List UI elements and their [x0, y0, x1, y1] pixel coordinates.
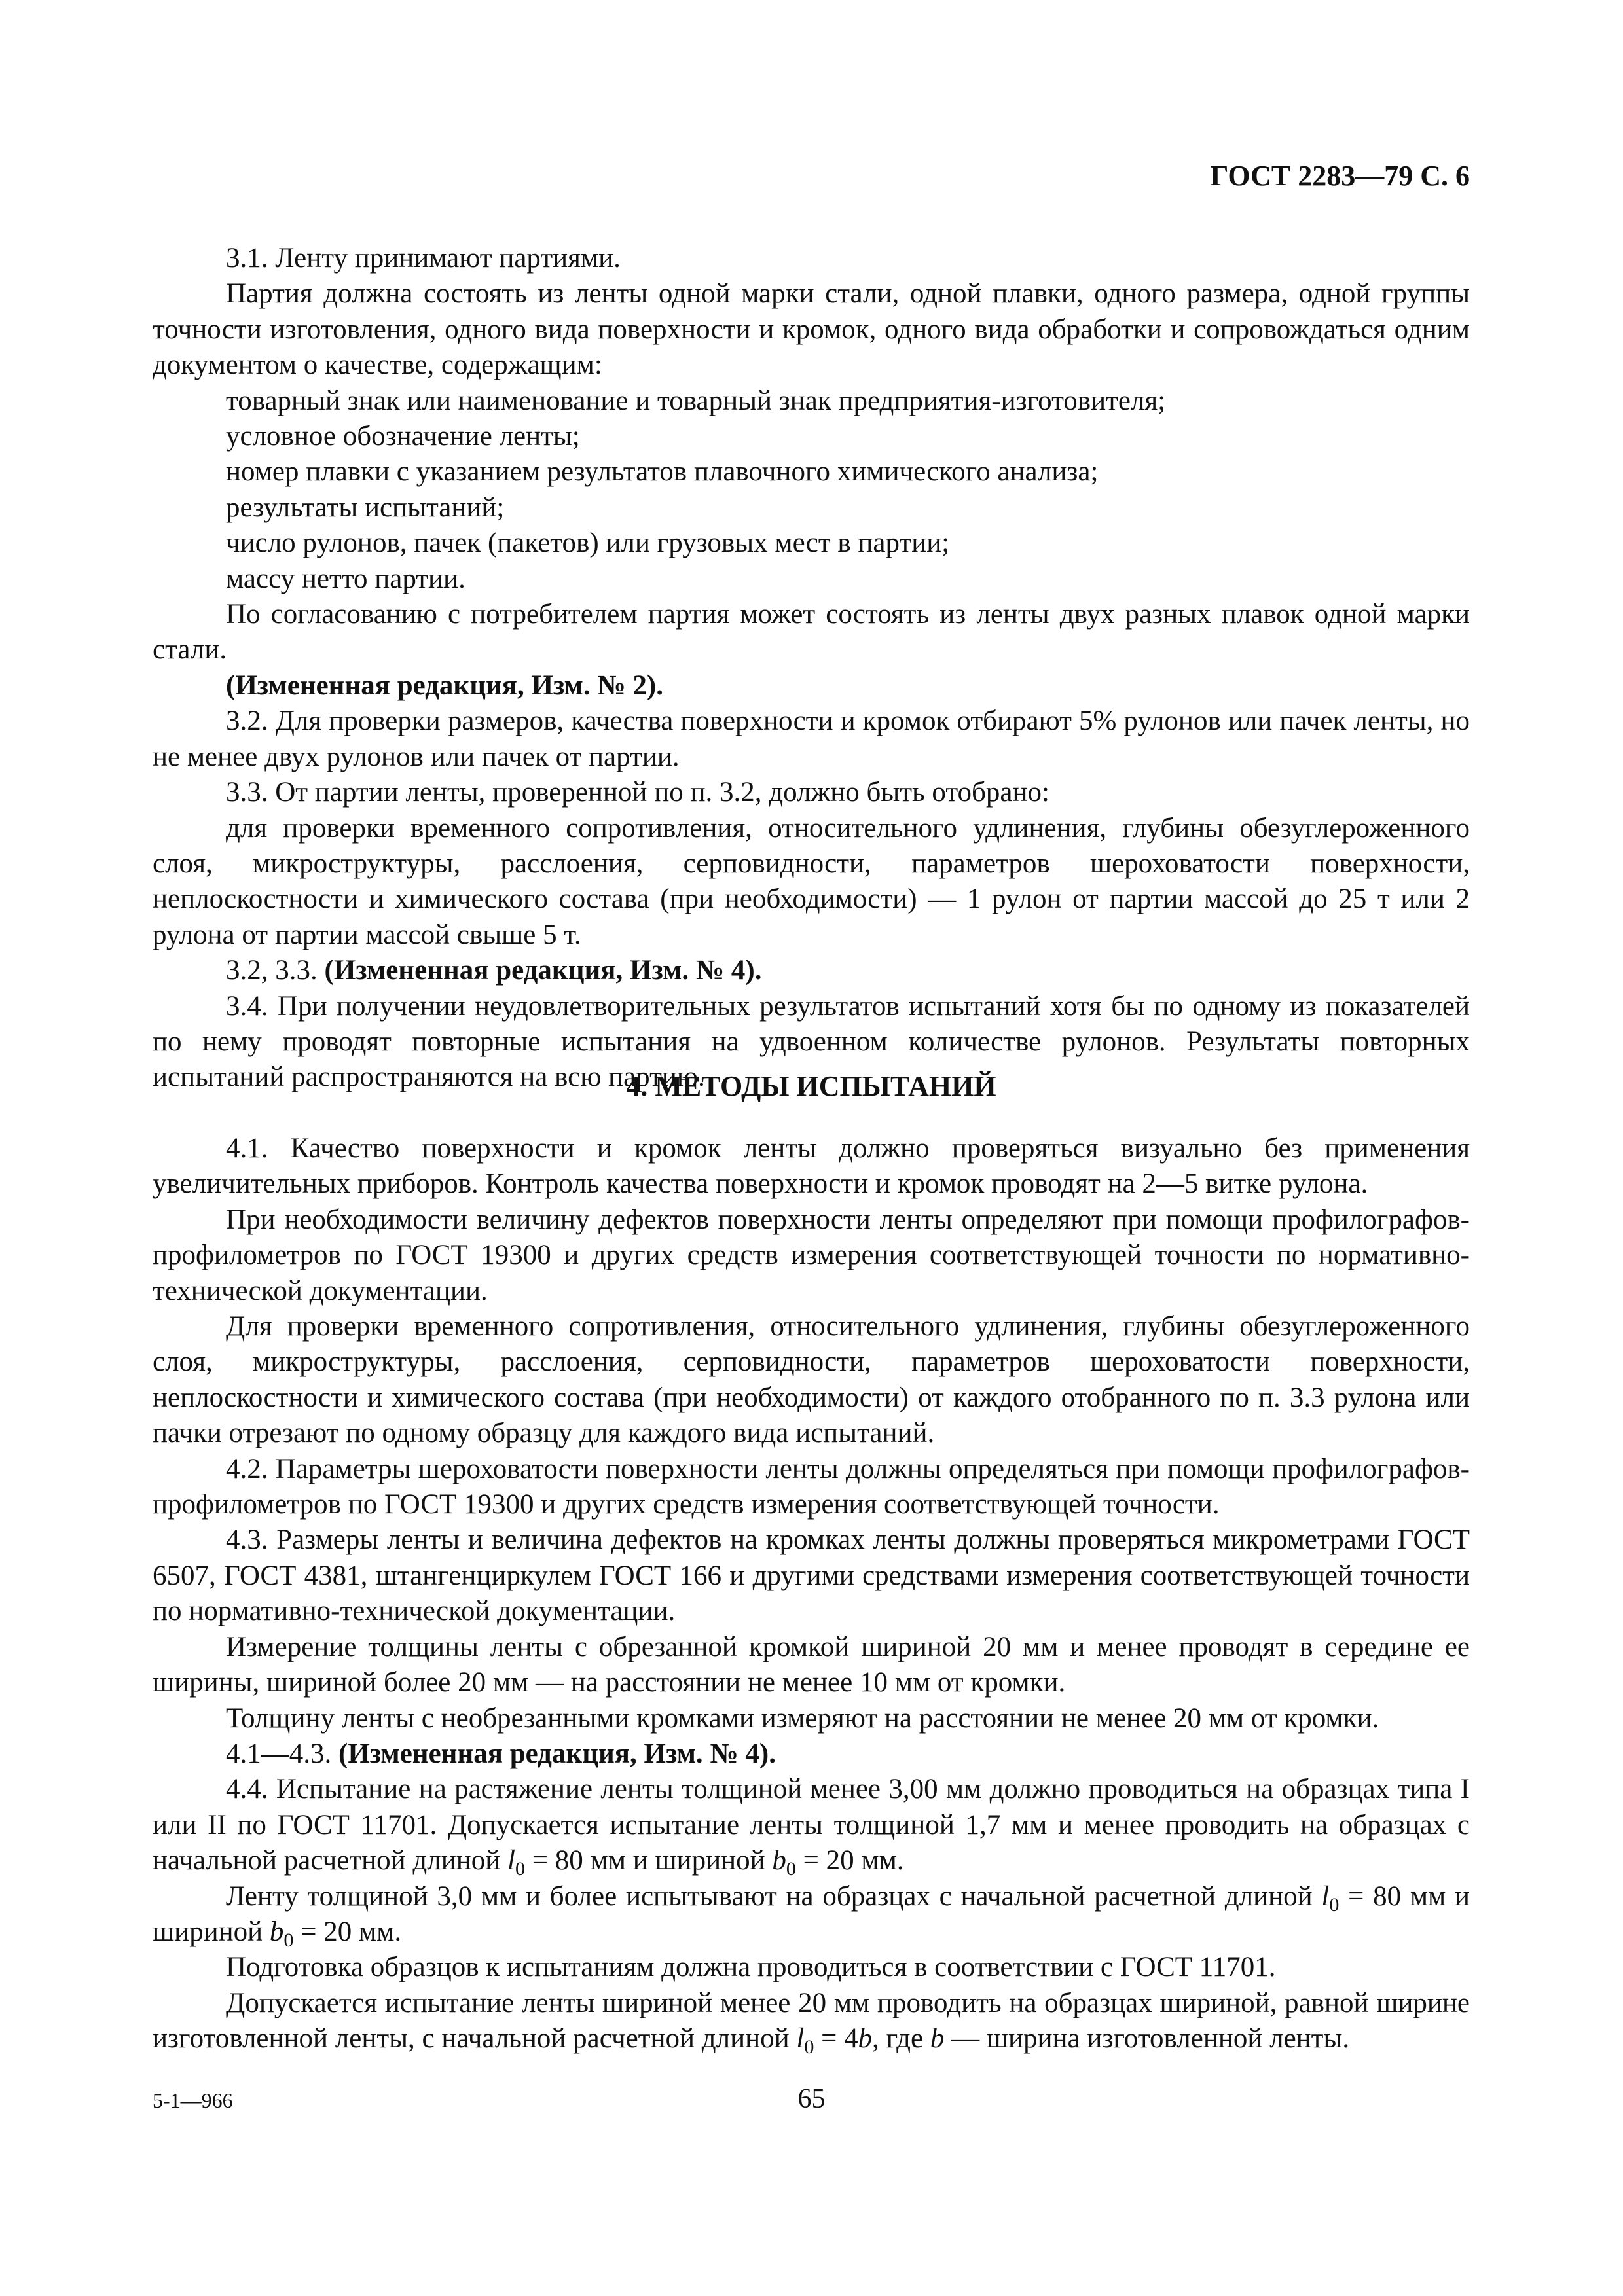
amendment-text: (Измененная редакция, Изм. № 4). — [338, 1738, 776, 1769]
paragraph-4-3-thickness: Измерение толщины ленты с обрезанной кромкой шириной 20 мм и менее проводят в середине ее ширины, шириной более 20 мм — на расстоянии не менее 10 мм от кромки. — [153, 1631, 1470, 1698]
section-4-text — [153, 1131, 1470, 2057]
paragraph-3-4: 3.4. При получении неудовлетворительных результатов испытаний хотя бы по одному из показателей по нему проводят повторные испытания на удвоенном количестве рулонов. Результаты повторных испытаний распространяются на всю партию. — [153, 990, 1470, 1093]
list-item: число рулонов, пачек (пакетов) или грузовых мест в партии; — [226, 528, 950, 559]
paragraph-4-3-uncut: Толщину ленты с необрезанными кромками измеряют на расстоянии не менее 20 мм от кромки. — [226, 1702, 1379, 1734]
page-number: 65 — [797, 2084, 826, 2114]
amendment-text: (Измененная редакция, Изм. № 2). — [226, 670, 663, 701]
list-item: условное обозначение ленты; — [226, 421, 580, 452]
amendment-note — [153, 668, 1470, 704]
paragraph-4-4-thick: Ленту толщиной 3,0 мм и более испытывают на образцах с начальной расчетной длиной $l_0 = 80$ мм и шириной $b_0 = 20$ мм. — [153, 1880, 1470, 1951]
paragraph-4-2: 4.2. Параметры шероховатости поверхности ленты должны определяться при помощи профилографов-профилометров по ГОСТ 19300 и других средств измерения соответствующей точности. — [153, 1453, 1470, 1520]
list-item: товарный знак или наименование и товарный знак предприятия-изготовителя; — [226, 385, 1166, 416]
paragraph-4-4-prep: Подготовка образцов к испытаниям должна проводиться в соответствии с ГОСТ 11701. — [226, 1952, 1276, 1983]
paragraph-4-1: 4.1. Качество поверхности и кромок ленты должно проверяться визуально без применения увеличительных приборов. Контроль качества поверхности и кромок проводят на 2—5 витке рулона. — [153, 1133, 1470, 1200]
amendment-prefix: 4.1—4.3. — [226, 1738, 332, 1769]
paragraph-3-3-list: для проверки временного сопротивления, относительного удлинения, глубины обезуглероженного слоя, микроструктуры, расслоения, серповидности, параметров шероховатости поверхности, неплоскостности и химического состава (при необходимости) — 1 рулон от партии массой до 25 т или 2 рулона от партии массой свыше 5 т. — [153, 812, 1470, 950]
paragraph-4-3: 4.3. Размеры ленты и величина дефектов на кромках ленты должны проверяться микрометрами ГОСТ 6507, ГОСТ 4381, штангенциркулем ГОСТ 166 и другими средствами измерения соответствующей точности по нормативно-технической документации. — [153, 1524, 1470, 1627]
list-item: результаты испытаний; — [226, 492, 505, 523]
section-3-text — [153, 241, 1470, 1096]
list-item: массу нетто партии. — [226, 563, 465, 594]
paragraph-3-1: 3.1. Ленту принимают партиями. — [226, 243, 621, 274]
page-header: ГОСТ 2283—79 С. 6 — [1210, 160, 1470, 192]
footer-code: 5-1—966 — [153, 2089, 233, 2112]
paragraph-4-4: 4.4. Испытание на растяжение ленты толщиной менее 3,00 мм должно проводиться на образцах типа I или II по ГОСТ 11701. Допускается испытание ленты толщиной 1,7 мм и менее проводить на образцах с начальной расчетной длиной $l_0 = 80$ мм и шириной $b_0 = 20$ мм. — [153, 1774, 1470, 1880]
paragraph-4-1-profilometer: При необходимости величину дефектов поверхности ленты определяют при помощи профилографов-профилометров по ГОСТ 19300 и других средств измерения соответствующей точности по нормативно-технической документации. — [153, 1204, 1470, 1306]
paragraph-4-4-narrow: Допускается испытание ленты шириной менее 20 мм проводить на образцах шириной, равной ширине изготовленной ленты, с начальной расчетной длиной $l_0 = 4b$, где b — ширина изготовленной ленты. — [153, 1987, 1470, 2058]
amendment-note — [153, 1736, 1470, 1772]
amendment-note — [153, 953, 1470, 988]
amendment-prefix: 3.2, 3.3. — [226, 955, 318, 986]
paragraph-4-1-samples: Для проверки временного сопротивления, относительного удлинения, глубины обезуглероженного слоя, микроструктуры, расслоения, серповидности, параметров шероховатости поверхности, неплоскостности и химического состава (при необходимости) от каждого отобранного по п. 3.3 рулона или пачки отрезают по одному образцу для каждого вида испытаний. — [153, 1311, 1470, 1449]
list-item: номер плавки с указанием результатов плавочного химического анализа; — [226, 456, 1099, 488]
paragraph-agreement: По согласованию с потребителем партия может состоять из ленты двух разных плавок одной марки стали. — [153, 599, 1470, 666]
section-title: 4. МЕТОДЫ ИСПЫТАНИЙ — [626, 1070, 996, 1102]
amendment-text: (Измененная редакция, Изм. № 4). — [324, 955, 762, 986]
paragraph-3-2: 3.2. Для проверки размеров, качества поверхности и кромок отбирают 5% рулонов или пачек ленты, но не менее двух рулонов или пачек от партии. — [153, 706, 1470, 772]
paragraph-3-3: 3.3. От партии ленты, проверенной по п. 3.2, должно быть отобрано: — [226, 777, 1049, 808]
paragraph-batch: Партия должна состоять из ленты одной марки стали, одной плавки, одного размера, одной группы точности изготовления, одного вида поверхности и кромок, одного вида обработки и сопровождаться одним документом о качестве, содержащим: — [153, 278, 1470, 381]
